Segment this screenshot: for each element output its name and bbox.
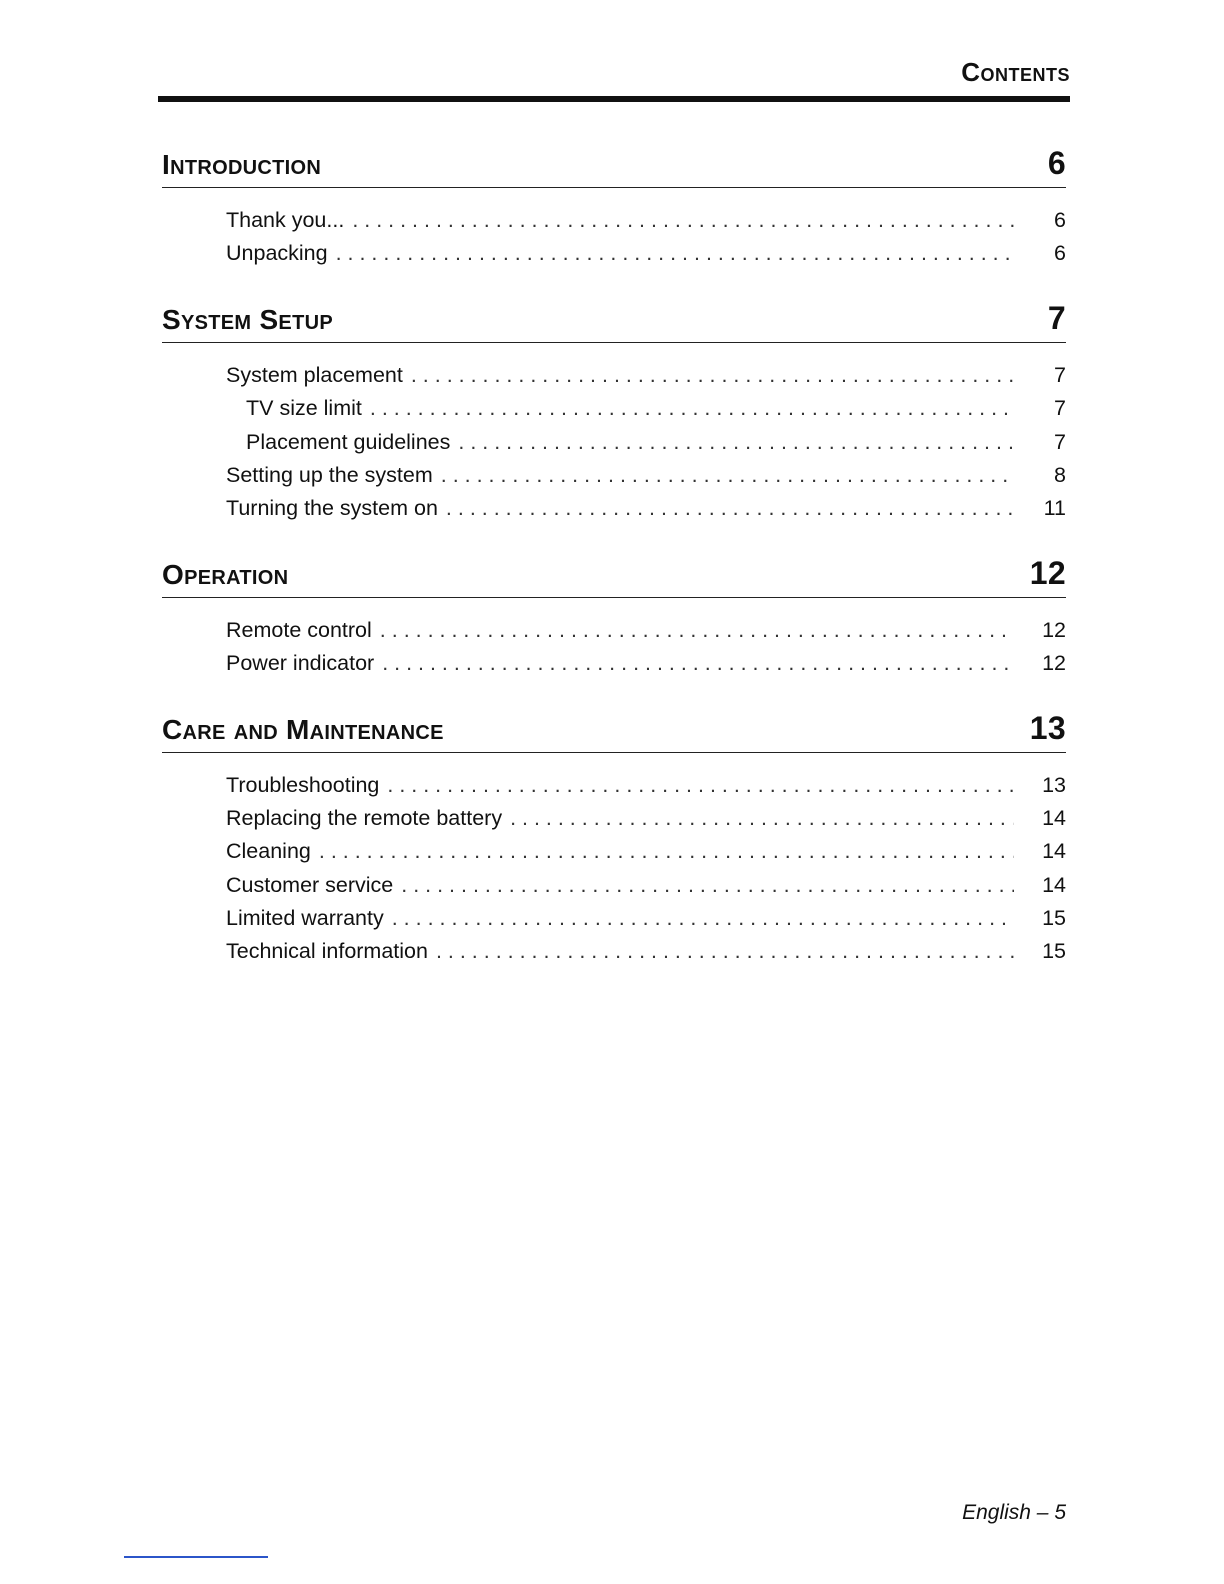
toc-entry-page: 14	[1042, 805, 1066, 830]
toc-entry-page: 12	[1042, 617, 1066, 642]
toc-entry-page: 7	[1054, 396, 1066, 421]
toc-entry-page: 14	[1042, 872, 1066, 897]
section-introduction	[162, 138, 1066, 271]
page-footer: English – 5	[962, 1501, 1066, 1524]
toc-entry[interactable]	[226, 359, 1066, 392]
section-page-number: 13	[1029, 709, 1066, 746]
toc-entry-label: Thank you...	[226, 208, 345, 232]
toc-entry[interactable]	[226, 935, 1066, 968]
toc-entry-label: Customer service	[226, 872, 394, 897]
toc-entry-page: 8	[1054, 462, 1066, 487]
toc-entry-page: 14	[1042, 839, 1066, 864]
toc-entry[interactable]	[226, 869, 1066, 902]
section-title: System Setup	[162, 303, 333, 335]
section-title: Operation	[162, 558, 289, 590]
toc-entry[interactable]	[226, 492, 1066, 525]
dot-leader	[411, 359, 1014, 392]
toc-entry-page: 15	[1042, 906, 1066, 931]
toc-entry[interactable]	[226, 204, 1066, 237]
toc-entry-page: 7	[1054, 429, 1066, 454]
toc-entry-label: Power indicator	[226, 651, 375, 676]
toc-entry[interactable]	[226, 802, 1066, 835]
toc-subentry[interactable]	[246, 392, 1066, 425]
toc-entry-label: TV size limit	[246, 396, 362, 421]
toc-entry-label: Limited warranty	[226, 906, 384, 931]
dot-leader	[510, 802, 1014, 835]
dot-leader	[370, 392, 1014, 425]
toc-entry-page: 12	[1042, 651, 1066, 676]
dot-leader	[401, 869, 1014, 902]
toc-entry-label: Setting up the system	[226, 462, 433, 487]
section-heading[interactable]	[162, 293, 1066, 343]
toc-entry-label: Technical information	[226, 939, 428, 964]
dot-leader	[352, 204, 1014, 237]
section-heading[interactable]	[162, 703, 1066, 753]
toc-entry-label: Cleaning	[226, 839, 311, 864]
toc-entry-label: Placement guidelines	[246, 429, 451, 454]
dot-leader	[392, 902, 1014, 935]
dot-leader	[319, 835, 1014, 868]
toc-entry[interactable]	[226, 614, 1066, 647]
section-title: Care and Maintenance	[162, 713, 444, 745]
toc-entry-label: System placement	[226, 362, 403, 387]
dot-leader	[336, 237, 1014, 270]
dot-leader	[387, 769, 1014, 802]
toc-entry-page: 6	[1054, 241, 1066, 266]
dot-leader	[436, 935, 1014, 968]
dot-leader	[380, 614, 1014, 647]
header-rule	[158, 96, 1070, 102]
toc-entry-page: 13	[1042, 772, 1066, 797]
toc-entry-page: 6	[1054, 208, 1066, 232]
dot-leader	[382, 647, 1014, 680]
toc-entry-label: Troubleshooting	[226, 772, 380, 797]
dot-leader	[441, 459, 1014, 492]
toc-entry-page: 7	[1054, 362, 1066, 387]
section-operation	[162, 548, 1066, 681]
section-title: Introduction	[162, 149, 322, 180]
page-title: Contents	[961, 57, 1070, 87]
toc-entry-label: Turning the system on	[226, 496, 438, 521]
toc-entry[interactable]	[226, 769, 1066, 802]
toc-entry[interactable]	[226, 902, 1066, 935]
toc-entry[interactable]	[226, 237, 1066, 270]
dot-leader	[446, 492, 1014, 525]
section-heading[interactable]	[162, 548, 1066, 598]
section-page-number: 7	[1047, 299, 1066, 336]
toc-entry-page: 15	[1042, 939, 1066, 964]
toc-subentry[interactable]	[246, 426, 1066, 459]
toc-entry-label: Replacing the remote battery	[226, 805, 503, 830]
toc-entry[interactable]	[226, 459, 1066, 492]
toc-entry-label: Unpacking	[226, 241, 328, 266]
table-of-contents	[162, 138, 1066, 991]
section-system-setup	[162, 293, 1066, 526]
toc-entry-label: Remote control	[226, 617, 372, 642]
section-page-number: 12	[1029, 554, 1066, 591]
toc-entry-page: 11	[1043, 496, 1066, 521]
footer-link-underline[interactable]	[124, 1556, 268, 1558]
section-heading[interactable]	[162, 138, 1066, 188]
dot-leader	[458, 426, 1014, 459]
toc-entry[interactable]	[226, 835, 1066, 868]
toc-entry[interactable]	[226, 647, 1066, 680]
section-page-number: 6	[1047, 145, 1066, 181]
section-care-and-maintenance	[162, 703, 1066, 969]
